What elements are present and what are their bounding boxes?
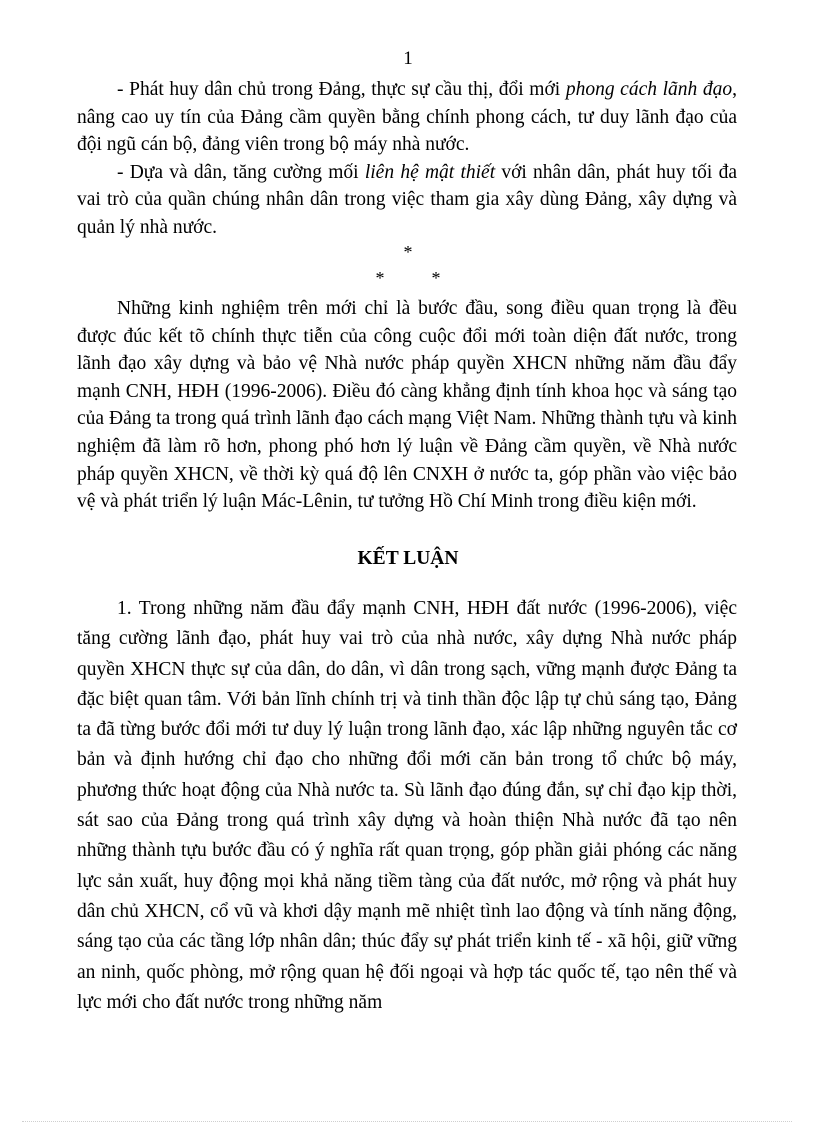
page-bottom-rule [22,1121,792,1122]
page-number: 1 [403,48,413,69]
separator-star: * [375,268,385,288]
separator-star: * [403,242,413,262]
section-separator-top [0,242,816,262]
summary-section [77,295,737,516]
emphasis-leadership-style: phong cách lãnh đạo [565,79,733,100]
conclusion-paragraph: 1. Trong những năm đầu đẩy mạnh CNH, HĐH đất nước (1996-2006), việc tăng cường lãnh đạo, phát huy vai trò của nhà nước, xây dựng Nhà nước pháp quyền XHCN thực sự của dân, do dân, vì dân trong sạch, vững mạnh được Đảng ta đặc biệt quan tâm. Với bản lĩnh chính trị và tinh thần độc lập tự chủ sáng tạo, Đảng ta đã từng bước đổi mới tư duy lý luận trong lãnh đạo, xác lập những nguyên tắc cơ bản và định hướng chỉ đạo cho những đổi mới căn bản trong tổ chức bộ máy, phương thức hoạt động của Nhà nước ta. Sù lãnh đạo đúng đắn, sự chỉ đạo kịp thời, sát sao của Đảng trong quá trình xây dựng và hoàn thiện Nhà nước đã tạo nên những thành tựu bước đầu có ý nghĩa rất quan trọng, góp phần giải phóng các năng lực sản xuất, huy động mọi khả năng tiềm tàng của đất nước, mở rộng và phát huy dân chủ XHCN, cổ vũ và khơi dậy mạnh mẽ nhiệt tình lao động và tính năng động, sáng tạo của các tầng lớp nhân dân; thúc đẩy sự phát triển kinh tế - xã hội, giữ vững an ninh, quốc phòng, mở rộng quan hệ đối ngoại và hợp tác quốc tế, tạo nên thế và lực mới cho đất nước trong những năm [77,598,737,1013]
guideline-item-people: - Dựa và dân, tăng cường mối liên hệ mật thiết với nhân dân, phát huy tối đa vai trò của quần chúng nhân dân trong việc tham gia xây dùng Đảng, xây dựng và quản lý nhà nước. [77,161,737,238]
section-separator-bottom [0,268,816,288]
guideline-item-democracy: - Phát huy dân chủ trong Đảng, thực sự cầu thị, đổi mới phong cách lãnh đạo, nâng cao uy tín của Đảng cầm quyền bằng chính phong cách, tư duy lãnh đạo của đội ngũ cán bộ, đảng viên trong bộ máy nhà nước. [77,79,737,155]
separator-star: * [431,268,441,288]
guideline-list [77,76,737,241]
summary-paragraph: Những kinh nghiệm trên mới chỉ là bước đầu, song điều quan trọng là đều được đúc kết tõ chính thực tiễn của công cuộc đổi mới toàn diện đất nước, trong lãnh đạo xây dựng và bảo vệ Nhà nước pháp quyền XHCN những năm đầu đẩy mạnh CNH, HĐH (1996-2006). Điều đó càng khẳng định tính khoa học và sáng tạo của Đảng ta trong quá trình lãnh đạo cách mạng Việt Nam. Những thành tựu và kinh nghiệm đã làm rõ hơn, phong phó hơn lý luận về Đảng cầm quyền, về Nhà nước pháp quyền XHCN, về thời kỳ quá độ lên CNXH ở nước ta, góp phần vào việc bảo vệ và phát triển lý luận Mác-Lênin, tư tưởng Hồ Chí Minh trong điều kiện mới. [77,298,737,513]
conclusion-heading: KẾT LUẬN [357,548,459,569]
emphasis-close-relation: liên hệ mật thiết [364,161,496,183]
conclusion-section [77,594,737,1018]
